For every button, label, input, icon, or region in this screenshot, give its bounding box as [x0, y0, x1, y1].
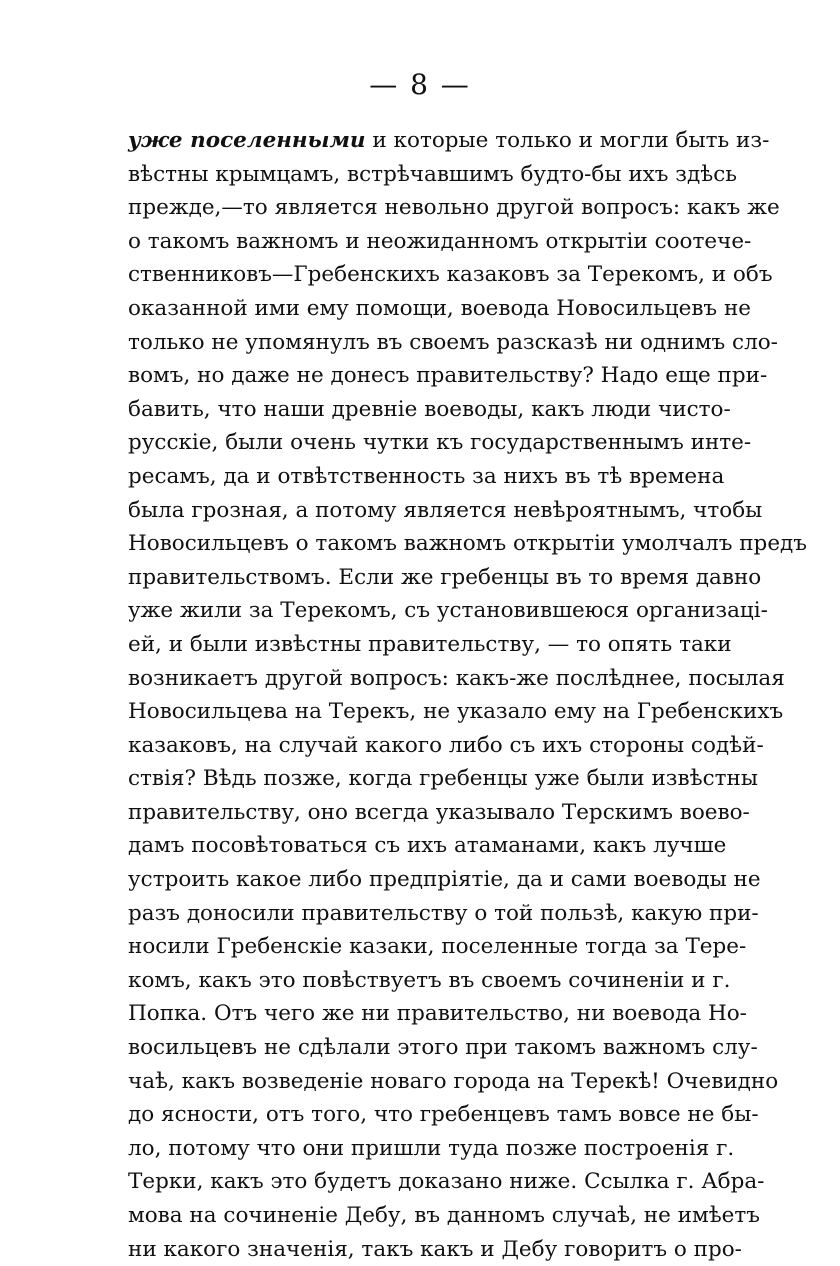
- text-line-33: мова на сочиненіе Дебу, въ данномъ случаѣ, не имѣетъ: [128, 1203, 760, 1228]
- text-line-14: правительствомъ. Если же гребенцы въ то время давно: [128, 564, 762, 590]
- text-line-19: казаковъ, на случай какого либо съ ихъ стороны содѣй-: [128, 732, 764, 758]
- text-line-29: чаѣ, какъ возведеніе новаго города на Терекѣ! Очевидно: [128, 1068, 779, 1094]
- text-line-15: уже жили за Терекомъ, съ установившеюся организаці-: [128, 598, 768, 624]
- text-line-26: комъ, какъ это повѣствуетъ въ своемъ сочиненіи и г.: [128, 967, 731, 993]
- text-line-3: прежде,—то является невольно другой вопросъ: какъ же: [128, 195, 780, 221]
- text-line-4: о такомъ важномъ и неожиданномъ открытіи соотече-: [128, 228, 752, 254]
- text-line-25: носили Гребенскіе казаки, поселенные тогда за Тере-: [128, 934, 747, 960]
- text-line-6: оказанной ими ему помощи, воевода Новосильцевъ не: [128, 295, 751, 321]
- page-number: — 8 —: [369, 68, 471, 101]
- text-line-7: только не упомянулъ въ своемъ разсказѣ ни однимъ сло-: [128, 329, 778, 355]
- text-line-1: [128, 124, 770, 158]
- text-line-10: русскіе, были очень чутки къ государственнымъ инте-: [128, 430, 752, 456]
- text-line-8: вомъ, но даже не донесъ правительству? Надо еще при-: [128, 363, 768, 389]
- text-line-12: была грозная, а потому является невѣроятнымъ, чтобы: [128, 497, 763, 523]
- text-line-5: ственниковъ—Гребенскихъ казаковъ за Терекомъ, и объ: [128, 262, 773, 288]
- text-line-28: восильцевъ не сдѣлали этого при такомъ важномъ слу-: [128, 1035, 758, 1061]
- text-line-22: дамъ посовѣтоваться съ ихъ атаманами, какъ лучше: [128, 833, 727, 859]
- italic-phrase: уже поселенными: [128, 128, 366, 153]
- text-line-1-rest: и которые только и могли быть из-: [365, 128, 770, 153]
- body-text: [128, 124, 807, 1266]
- text-line-34: ни какого значенія, такъ какъ и Дебу говоритъ о про-: [128, 1236, 742, 1262]
- text-line-27: Попка. Отъ чего же ни правительство, ни воевода Но-: [128, 1001, 747, 1027]
- text-line-30: до ясности, отъ того, что гребенцевъ тамъ вовсе не бы-: [128, 1102, 759, 1128]
- text-line-23: устроить какое либо предпріятіе, да и сами воеводы не: [128, 867, 761, 893]
- text-lines: [128, 158, 807, 1266]
- text-line-24: разъ доносили правительству о той пользѣ, какую при-: [128, 900, 759, 926]
- text-line-13: Новосильцевъ о такомъ важномъ открытіи умолчалъ предъ: [128, 531, 807, 557]
- text-line-11: ресамъ, да и отвѣтственность за нихъ въ тѣ времена: [128, 463, 725, 489]
- text-line-20: ствія? Вѣдь позже, когда гребенцы уже были извѣстны: [128, 766, 758, 792]
- text-line-21: правительству, оно всегда указывало Терскимъ воево-: [128, 799, 750, 825]
- text-line-31: ло, потому что они пришли туда позже построенія г.: [128, 1135, 735, 1161]
- text-line-32: Терки, какъ это будетъ доказано ниже. Ссылка г. Абра-: [128, 1169, 765, 1195]
- text-line-9: бавить, что наши древніе воеводы, какъ люди чисто-: [128, 396, 731, 422]
- text-line-2: вѣстны крымцамъ, встрѣчавшимъ будто-бы ихъ здѣсь: [128, 161, 737, 187]
- text-line-17: возникаетъ другой вопросъ: какъ-же послѣднее, посылая: [128, 665, 785, 691]
- text-line-16: ей, и были извѣстны правительству, — то опять таки: [128, 631, 732, 657]
- text-line-18: Новосильцева на Терекъ, не указало ему на Гребенскихъ: [128, 699, 784, 725]
